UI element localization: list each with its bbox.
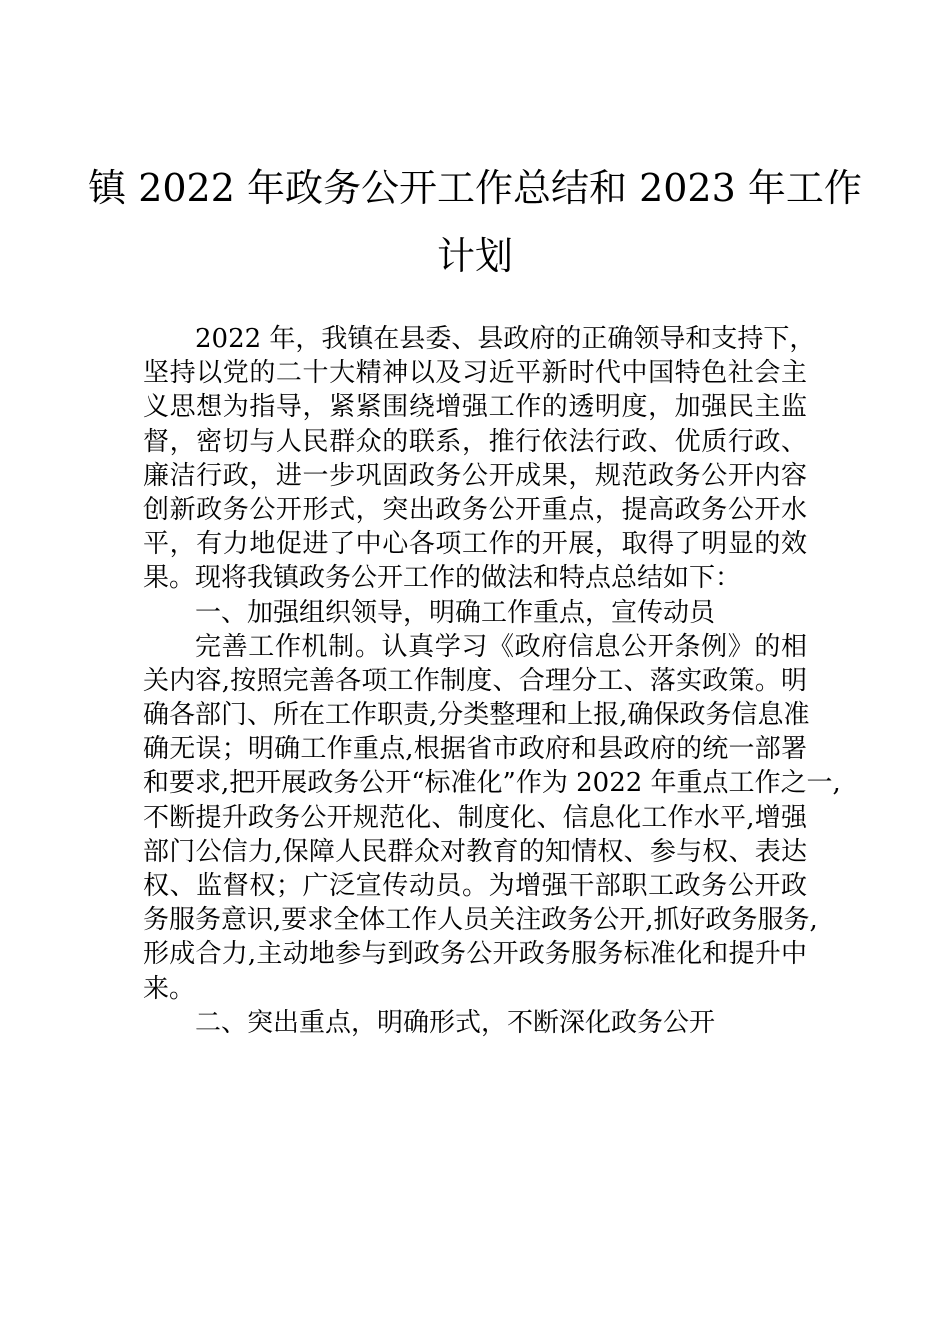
paragraph-line: 形成合力,主动地参与到政务公开政务服务标准化和提升中 (143, 939, 807, 970)
paragraph-line: 关内容,按照完善各项工作制度、合理分工、落实政策。明 (143, 665, 807, 696)
paragraph-line: 平，有力地促进了中心各项工作的开展，取得了明显的效 (143, 529, 807, 560)
document-title-line-1: 镇 2022 年政务公开工作总结和 2023 年工作 (88, 166, 862, 210)
document-title-line-2: 计划 (436, 234, 513, 278)
paragraph-line: 督，密切与人民群众的联系，推行依法行政、优质行政、 (143, 426, 807, 457)
section-heading-2: 二、突出重点，明确形式，不断深化政务公开 (195, 1007, 716, 1038)
paragraph-line: 务服务意识,要求全体工作人员关注政务公开,抓好政务服务, (143, 905, 818, 936)
paragraph-line: 创新政务公开形式，突出政务公开重点，提高政务公开水 (143, 494, 807, 525)
paragraph-line: 不断提升政务公开规范化、制度化、信息化工作水平,增强 (143, 802, 807, 833)
paragraph-line: 来。 (143, 973, 196, 1004)
document-body (143, 322, 841, 1040)
paragraph-line: 和要求,把开展政务公开“标准化”作为 2022 年重点工作之一, (143, 768, 841, 799)
paragraph-line: 果。现将我镇政务公开工作的做法和特点总结如下： (143, 563, 742, 594)
section-heading-1: 一、加强组织领导，明确工作重点，宣传动员 (195, 597, 716, 628)
paragraph-line: 2022 年，我镇在县委、县政府的正确领导和支持下， (195, 324, 816, 354)
paragraph-line: 完善工作机制。认真学习《政府信息公开条例》的相 (195, 631, 807, 662)
paragraph-line: 廉洁行政，进一步巩固政务公开成果，规范政务公开内容 (143, 460, 807, 491)
paragraph-line: 权、监督权；广泛宣传动员。为增强干部职工政务公开政 (143, 871, 807, 901)
paragraph-line: 确无误；明确工作重点,根据省市政府和县政府的统一部署 (143, 734, 807, 765)
paragraph-line: 义思想为指导，紧紧围绕增强工作的透明度，加强民主监 (143, 392, 807, 423)
paragraph-line: 确各部门、所在工作职责,分类整理和上报,确保政务信息准 (143, 700, 810, 731)
paragraph-line: 部门公信力,保障人民群众对教育的知情权、参与权、表达 (143, 836, 807, 867)
paragraph-line: 坚持以党的二十大精神以及习近平新时代中国特色社会主 (143, 358, 807, 389)
